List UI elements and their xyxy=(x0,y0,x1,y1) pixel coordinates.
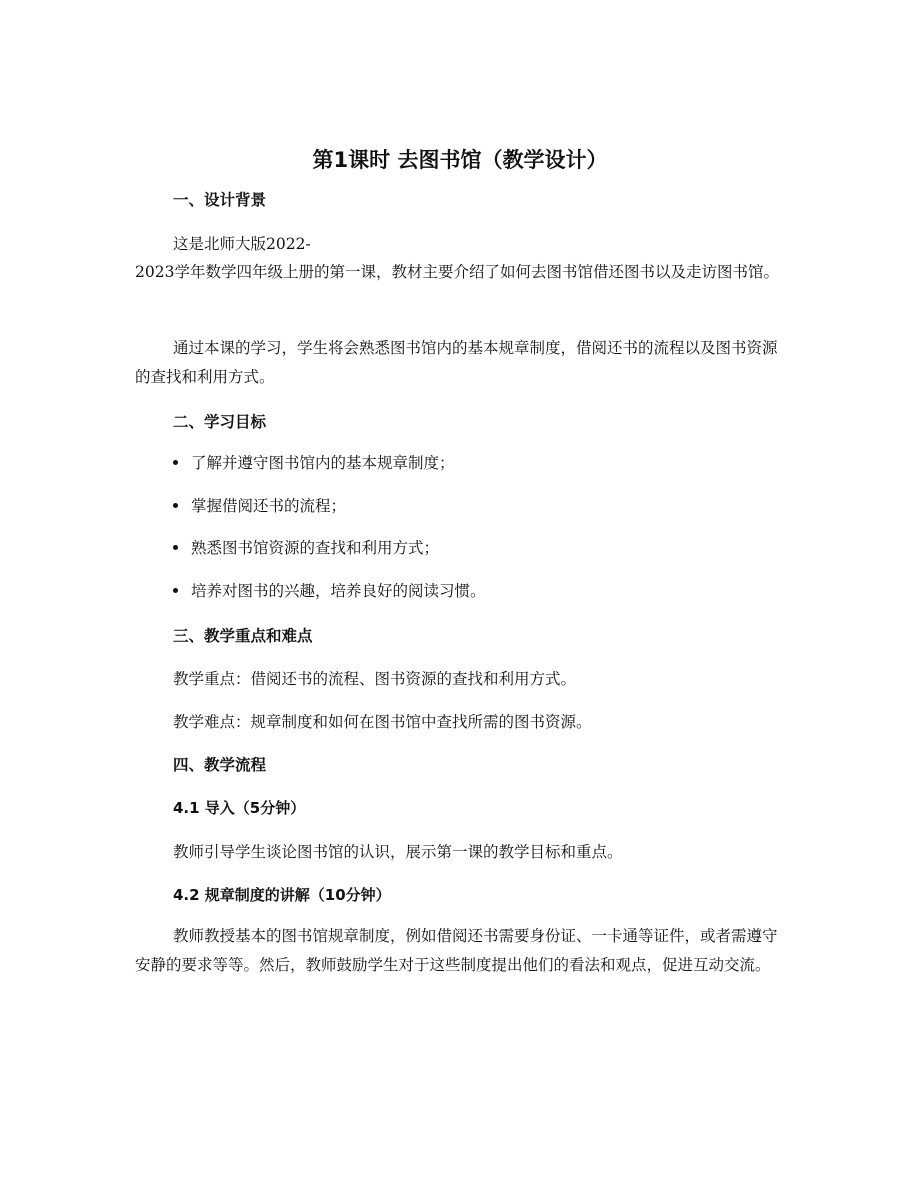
bullet-icon xyxy=(173,545,178,550)
goals-list xyxy=(173,452,486,622)
goal-text: 熟悉图书馆资源的查找和利用方式； xyxy=(191,539,440,557)
step-1-text: 教师引导学生谈论图书馆的认识，展示第一课的教学目标和重点。 xyxy=(173,843,623,861)
background-paragraph-2: 通过本课的学习，学生将会熟悉图书馆内的基本规章制度，借阅还书的流程以及图书资源的查找和利用方式。 xyxy=(135,339,778,386)
goal-text: 了解并遵守图书馆内的基本规章制度； xyxy=(191,454,455,472)
list-item xyxy=(173,495,486,538)
list-item xyxy=(173,580,486,623)
step-2-heading: 4.2 规章制度的讲解（10分钟） xyxy=(173,886,391,904)
list-item xyxy=(173,452,486,495)
document-title: 第1课时 去图书馆（教学设计） xyxy=(312,148,608,172)
section-heading-process: 四、教学流程 xyxy=(173,756,267,774)
step-2-text: 教师教授基本的图书馆规章制度，例如借阅还书需要身份证、一卡通等证件，或者需遵守安静的要求等等。然后，教师鼓励学生对于这些制度提出他们的看法和观点，促进互动交流。 xyxy=(135,927,778,974)
teaching-difficulty: 教学难点：规章制度和如何在图书馆中查找所需的图书资源。 xyxy=(173,713,592,731)
section-heading-background: 一、设计背景 xyxy=(173,191,267,209)
goal-text: 培养对图书的兴趣，培养良好的阅读习惯。 xyxy=(191,581,486,600)
section-heading-keypoints: 三、教学重点和难点 xyxy=(173,627,313,645)
background-paragraph-1-line-1: 这是北师大版2022- xyxy=(173,235,311,253)
bullet-icon xyxy=(173,588,178,593)
teaching-focus: 教学重点：借阅还书的流程、图书资源的查找和利用方式。 xyxy=(173,670,577,688)
bullet-icon xyxy=(173,460,178,465)
background-paragraph-1-rest: 2023学年数学四年级上册的第一课，教材主要介绍了如何去图书馆借还图书以及走访图书馆。 xyxy=(135,263,779,281)
list-item xyxy=(173,537,486,580)
step-1-heading: 4.1 导入（5分钟） xyxy=(173,799,306,817)
section-heading-goals: 二、学习目标 xyxy=(173,413,267,431)
bullet-icon xyxy=(173,503,178,508)
goal-text: 掌握借阅还书的流程； xyxy=(191,496,347,515)
